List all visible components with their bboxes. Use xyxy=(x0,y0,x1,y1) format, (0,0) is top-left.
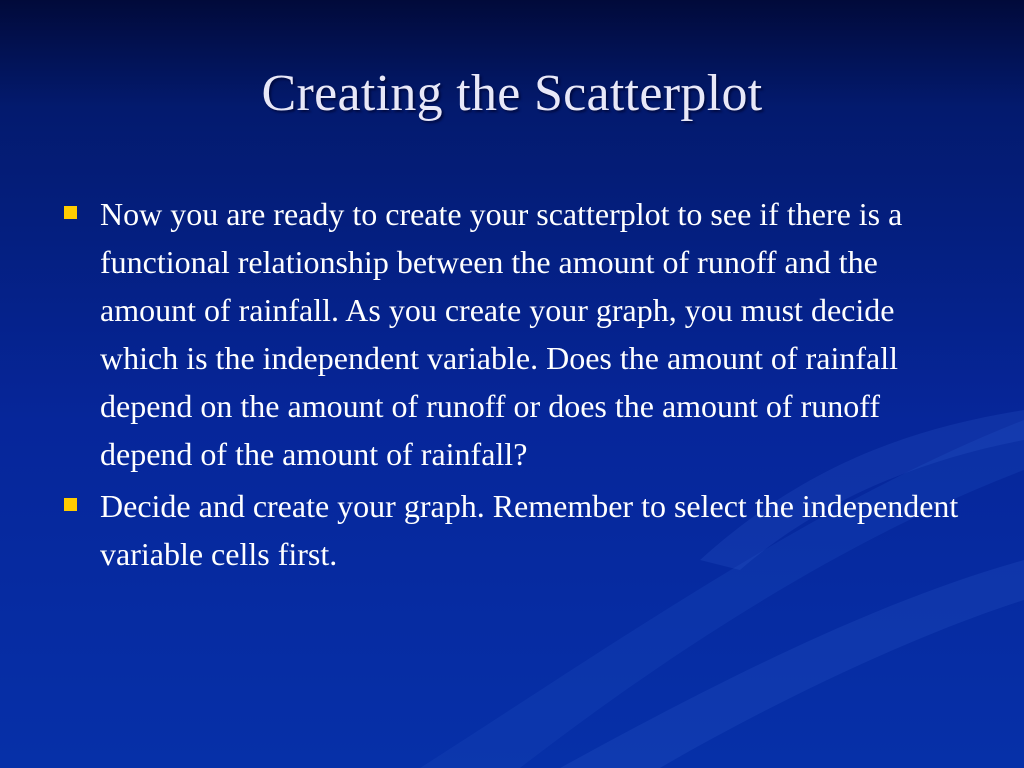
bullet-text-1: Now you are ready to create your scatterplot to see if there is a functional relationship between the amount of runoff and the amount of rainfall. As you create your graph, you must decide which is the independent variable. Does the amount of rainfall depend on the amount of runoff or does the amount of runoff depend of the amount of rainfall? xyxy=(100,196,903,472)
bullet-text-2: Decide and create your graph. Remember to select the independent variable cells first. xyxy=(100,488,959,572)
bullet-item-2 xyxy=(62,482,962,578)
square-bullet-icon xyxy=(64,206,77,219)
bullet-item-1 xyxy=(62,190,962,478)
bullet-list xyxy=(62,190,962,582)
square-bullet-icon xyxy=(64,498,77,511)
slide-title: Creating the Scatterplot xyxy=(261,65,763,122)
